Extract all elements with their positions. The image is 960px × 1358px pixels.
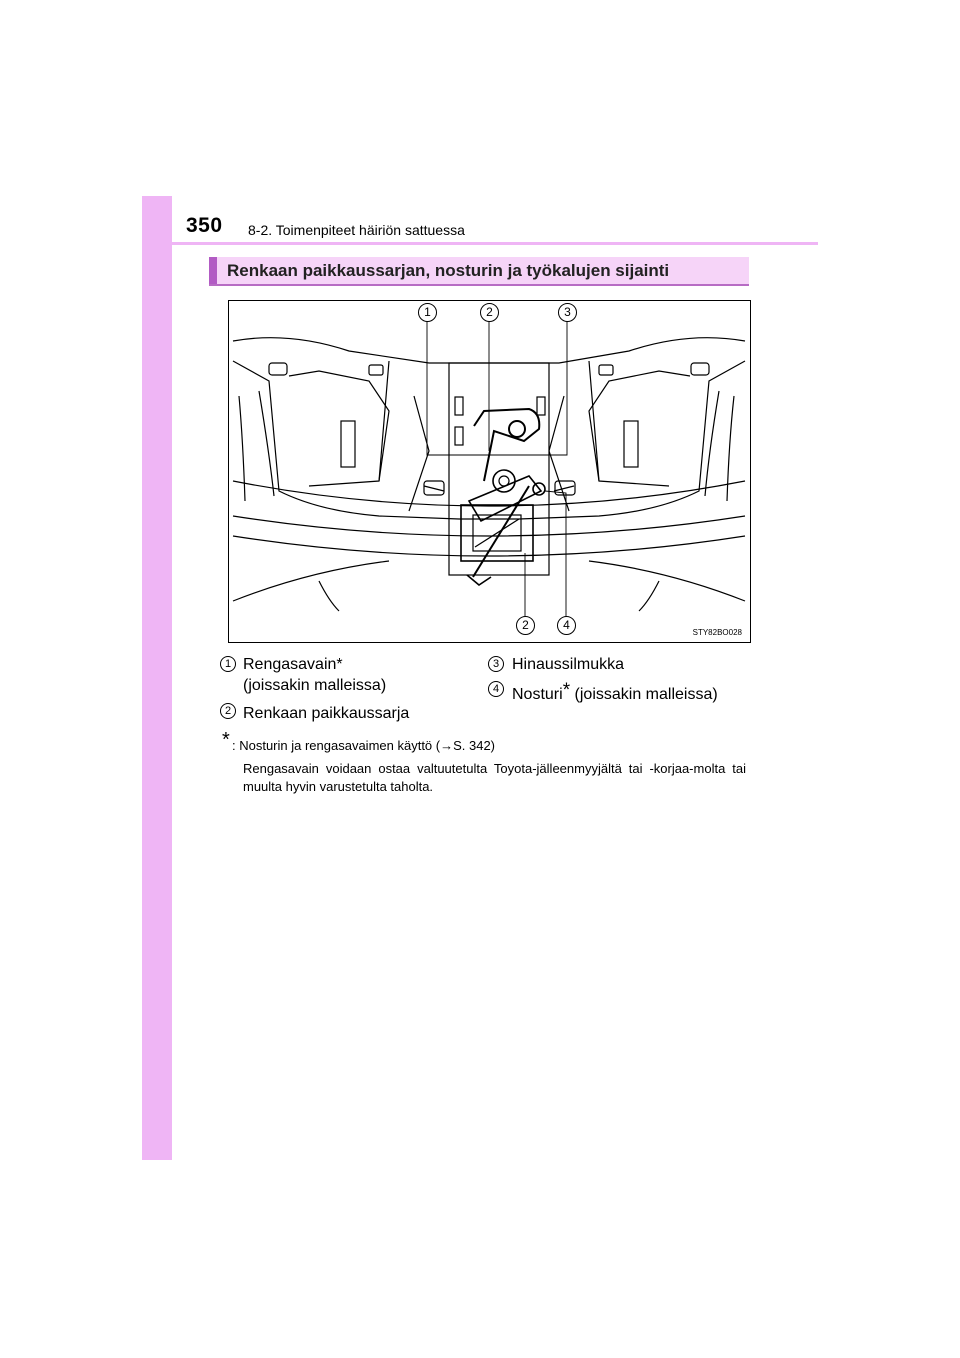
heading-accent bbox=[209, 257, 217, 284]
legend-4-label: Nosturi bbox=[512, 686, 563, 703]
legend-1-line1: Rengasavain* bbox=[243, 656, 343, 673]
note-paragraph: Rengasavain voidaan ostaa valtuutetulta Toyota-jälleenmyyjältä tai -korjaa-molta tai muulta hyvin varustetulta taholta. bbox=[243, 761, 746, 794]
legend-text-2: Renkaan paikkaussarja bbox=[243, 705, 410, 722]
legend-num-1: 1 bbox=[220, 656, 236, 672]
legend-4-suffix: (joissakin malleissa) bbox=[570, 686, 718, 703]
header-rule bbox=[142, 242, 818, 245]
figure-code: STY82BO028 bbox=[692, 628, 742, 637]
legend-text-4 bbox=[512, 680, 718, 705]
section-title: 8-2. Toimenpiteet häiriön sattuessa bbox=[248, 222, 465, 238]
callout-3: 3 bbox=[558, 303, 577, 322]
page-number: 350 bbox=[186, 214, 223, 237]
callout-2-top: 2 bbox=[480, 303, 499, 322]
section-heading bbox=[209, 257, 749, 286]
legend-4-star: * bbox=[562, 680, 571, 701]
note-line: : Nosturin ja rengasavaimen käyttö (→S. 342) bbox=[232, 738, 496, 753]
legend-1-line2: (joissakin malleissa) bbox=[243, 677, 387, 694]
trunk-illustration bbox=[228, 300, 751, 643]
heading-text: Renkaan paikkaussarjan, nosturin ja työkalujen sijainti bbox=[227, 261, 670, 280]
callout-2-bottom: 2 bbox=[516, 616, 535, 635]
legend-num-2: 2 bbox=[220, 703, 236, 719]
legend-num-3: 3 bbox=[488, 656, 504, 672]
side-bar bbox=[142, 196, 172, 1160]
legend-num-4: 4 bbox=[488, 681, 504, 697]
callout-4: 4 bbox=[557, 616, 576, 635]
trunk-drawing bbox=[229, 301, 750, 642]
note-star: * bbox=[222, 729, 230, 751]
legend-text-1 bbox=[243, 654, 386, 696]
callout-1: 1 bbox=[418, 303, 437, 322]
legend-text-3: Hinaussilmukka bbox=[512, 656, 625, 673]
